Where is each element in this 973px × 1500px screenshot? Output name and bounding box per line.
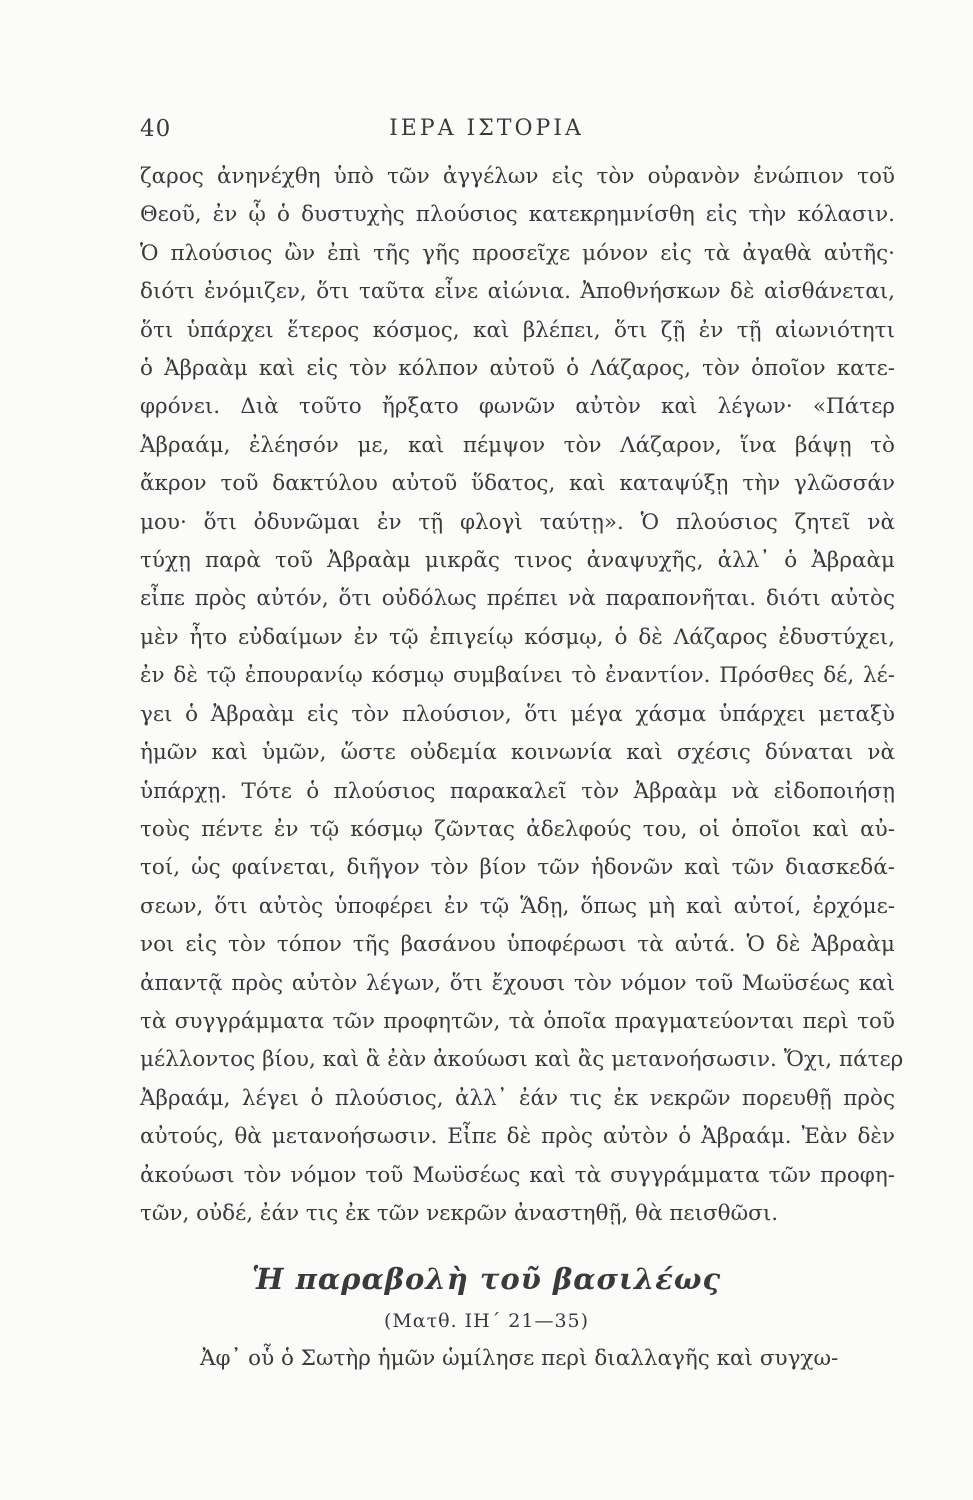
text-line: νοι εἰς τὸν τόπον τῆς βασάνου ὑποφέρωσι τὰ αὐτά. Ὁ δὲ Ἀβραὰμ — [140, 932, 895, 958]
text-line: μου· ὅτι ὀδυνῶμαι ἐν τῇ φλογὶ ταύτῃ». Ὁ πλούσιος ζητεῖ νὰ — [140, 509, 895, 535]
text-line: ὁ Ἀβραὰμ καὶ εἰς τὸν κόλπον αὐτοῦ ὁ Λάζαρος, τὸν ὁποῖον κατε- — [140, 356, 895, 382]
text-line: σεων, ὅτι αὐτὸς ὑποφέρει ἐν τῷ Ἅδῃ, ὅπως μὴ καὶ αὐτοί, ἐρχόμε- — [140, 893, 895, 919]
text-line: Ἀβραάμ, ἐλέησόν με, καὶ πέμψον τὸν Λάζαρον, ἵνα βάψῃ τὸ — [140, 432, 895, 458]
text-line: τύχῃ παρὰ τοῦ Ἀβραὰμ μικρᾶς τινος ἀναψυχῆς, ἀλλ᾽ ὁ Ἀβραὰμ — [140, 548, 895, 574]
text-line: Θεοῦ, ἐν ᾧ ὁ δυστυχὴς πλούσιος κατεκρημνίσθη εἰς τὴν κόλασιν. — [140, 202, 895, 228]
text-line: Ἀβραάμ, λέγει ὁ πλούσιος, ἀλλ᾽ ἐάν τις ἐκ νεκρῶν πορευθῇ πρὸς — [140, 1085, 895, 1111]
text-line: Ὁ πλούσιος ὢν ἐπὶ τῆς γῆς προσεῖχε μόνον εἰς τὰ ἀγαθὰ αὐτῆς· — [140, 240, 895, 266]
page-number: 40 — [140, 116, 172, 142]
text-line: τὰ συγγράμματα τῶν προφητῶν, τὰ ὁποῖα πραγματεύονται περὶ τοῦ — [140, 1008, 895, 1034]
text-line: αὐτούς, θὰ μετανοήσωσιν. Εἶπε δὲ πρὸς αὐτὸν ὁ Ἀβραάμ. Ἐὰν δὲν — [140, 1124, 895, 1150]
text-line: ἐν δὲ τῷ ἐπουρανίῳ κόσμῳ συμβαίνει τὸ ἐναντίον. Πρόσθες δέ, λέ- — [140, 663, 895, 689]
text-line: τῶν, οὐδέ, ἐάν τις ἐκ τῶν νεκρῶν ἀναστηθῇ, θὰ πεισθῶσι. — [140, 1200, 779, 1226]
body-text — [140, 158, 904, 1233]
text-line: ἀκούωσι τὸν νόμον τοῦ Μωϋσέως καὶ τὰ συγγράμματα τῶν προφη- — [140, 1162, 895, 1188]
text-line: ὑπάρχῃ. Τότε ὁ πλούσιος παρακαλεῖ τὸν Ἀβραὰμ νὰ εἰδοποιήσῃ — [140, 778, 895, 804]
text-line: ἄκρον τοῦ δακτύλου αὐτοῦ ὕδατος, καὶ καταψύξῃ τὴν γλῶσσάν — [140, 471, 895, 497]
text-line: εἶπε πρὸς αὐτόν, ὅτι οὐδόλως πρέπει νὰ παραπονῆται. διότι αὐτὸς — [140, 586, 895, 612]
text-line: φρόνει. Διὰ τοῦτο ἤρξατο φωνῶν αὐτὸν καὶ λέγων· «Πάτερ — [140, 394, 895, 420]
section-first-line: Ἀφ᾽ οὗ ὁ Σωτὴρ ἡμῶν ὡμίλησε περὶ διαλλαγῆς καὶ συγχω- — [200, 1346, 839, 1371]
text-line: τοὺς πέντε ἐν τῷ κόσμῳ ζῶντας ἀδελφούς του, οἱ ὁποῖοι καὶ αὐ- — [140, 816, 895, 842]
section-title: Ἡ παραβολὴ τοῦ βασιλέως — [251, 1262, 722, 1296]
text-line: ἀπαντᾷ πρὸς αὐτὸν λέγων, ὅτι ἔχουσι τὸν νόμον τοῦ Μωϋσέως καὶ — [140, 970, 895, 996]
text-line: γει ὁ Ἀβραὰμ εἰς τὸν πλούσιον, ὅτι μέγα χάσμα ὑπάρχει μεταξὺ — [140, 701, 895, 727]
text-line: ζαρος ἀνηνέχθη ὑπὸ τῶν ἀγγέλων εἰς τὸν οὐρανὸν ἐνώπιον τοῦ — [140, 164, 895, 189]
text-line: μέλλοντος βίου, καὶ ἃ ἐὰν ἀκούωσι καὶ ἂς μετανοήσωσιν. Ὄχι, πάτερ — [140, 1047, 904, 1073]
section-reference: (Ματθ. ΙΗ΄ 21—35) — [383, 1310, 590, 1332]
text-line: διότι ἐνόμιζεν, ὅτι ταῦτα εἶνε αἰώνια. Ἀποθνήσκων δὲ αἰσθάνεται, — [140, 279, 895, 305]
text-line: ὅτι ὑπάρχει ἕτερος κόσμος, καὶ βλέπει, ὅτι ζῇ ἐν τῇ αἰωνιότητι — [140, 317, 895, 343]
running-head: ΙΕΡΑ ΙΣΤΟΡΙΑ — [389, 116, 584, 141]
text-line: τοί, ὡς φαίνεται, διῆγον τὸν βίον τῶν ἡδονῶν καὶ τῶν διασκεδά- — [140, 855, 895, 881]
text-line: ἡμῶν καὶ ὑμῶν, ὥστε οὐδεμία κοινωνία καὶ σχέσις δύναται νὰ — [140, 740, 895, 766]
text-line: μὲν ἦτο εὐδαίμων ἐν τῷ ἐπιγείῳ κόσμῳ, ὁ δὲ Λάζαρος ἐδυστύχει, — [140, 624, 895, 650]
